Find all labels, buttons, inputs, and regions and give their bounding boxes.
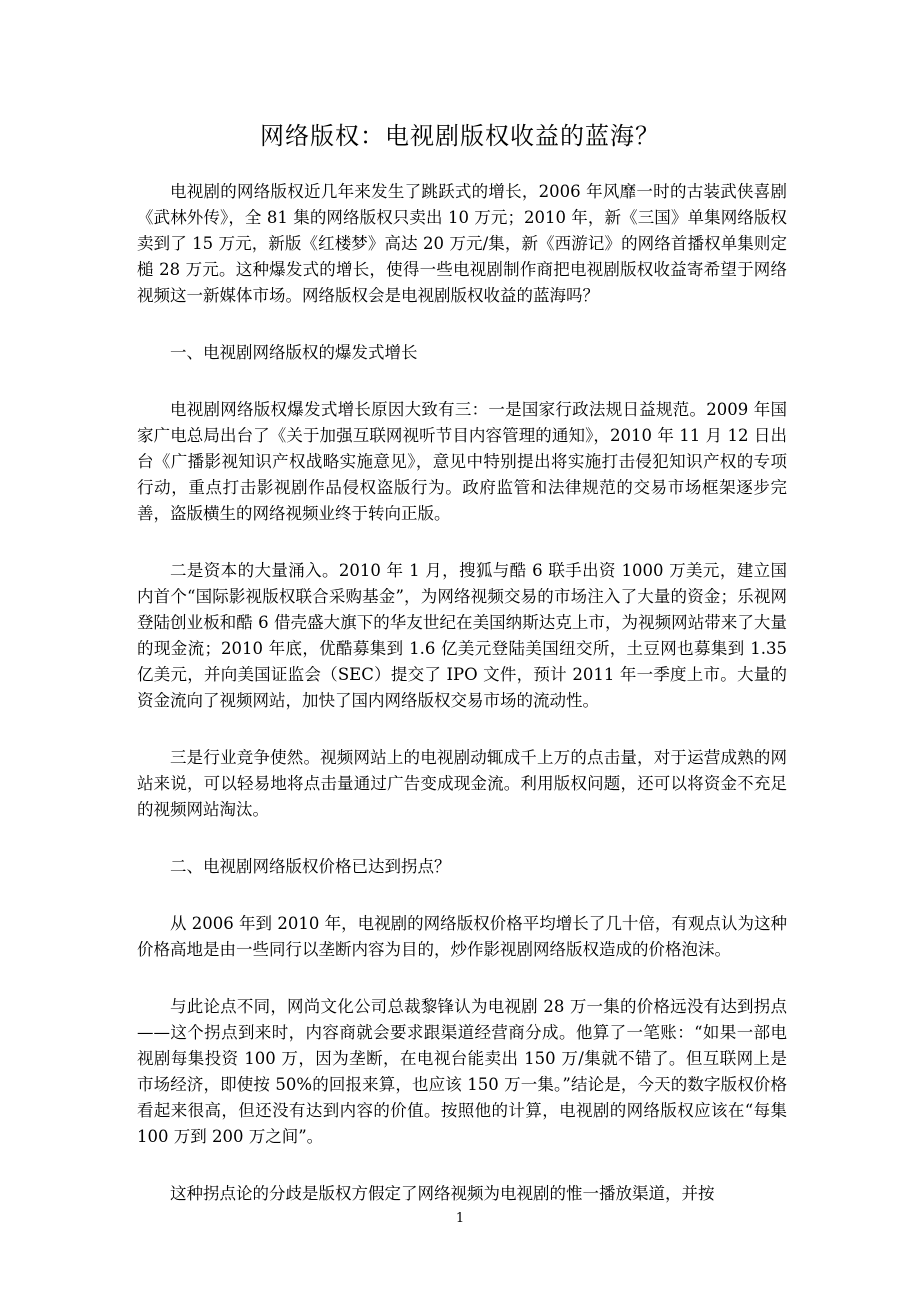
paragraph-inflection-dispute: 这种拐点论的分歧是版权方假定了网络视频为电视剧的惟一播放渠道，并按 bbox=[170, 1184, 715, 1203]
section-heading-1: 一、电视剧网络版权的爆发式增长 bbox=[170, 343, 418, 362]
paragraph-reason-one: 电视剧网络版权爆发式增长原因大致有三：一是国家行政法规日益规范。2009 年国家广电总局出台了《关于加强互联网视听节目内容管理的通知》，2010 年 11 月 12 日出台《广播影视知识产权战略实施意见》，意见中特别提出将实施打击侵犯知识产权的专项行动，重点打击影视剧作品侵权盗版行为。政府监管和法律规范的交易市场框架逐步完善，盗版横生的网络视频业终于转向正版。 bbox=[137, 400, 787, 523]
paragraph-reason-three: 三是行业竞争使然。视频网站上的电视剧动辄成千上万的点击量，对于运营成熟的网站来说，可以轻易地将点击量通过广告变成现金流。利用版权问题，还可以将资金不充足的视频网站淘汰。 bbox=[137, 748, 787, 819]
page-number: 1 bbox=[455, 1211, 465, 1226]
document-body bbox=[137, 179, 787, 1238]
section-heading-2: 二、电视剧网络版权价格已达到拐点？ bbox=[170, 857, 451, 876]
paragraph-price-growth: 从 2006 年到 2010 年，电视剧的网络版权价格平均增长了几十倍，有观点认为这种价格高地是由一些同行以垄断内容为目的，炒作影视剧网络版权造成的价格泡沫。 bbox=[137, 914, 787, 959]
paragraph-counterpoint: 与此论点不同，网尚文化公司总裁黎锋认为电视剧 28 万一集的价格远没有达到拐点——这个拐点到来时，内容商就会要求跟渠道经营商分成。他算了一笔账：“如果一部电视剧每集投资 100 万，因为垄断，在电视台能卖出 150 万/集就不错了。但互联网上是市场经济，即使按 50%的回报来算，也应该 150 万一集。”结论是，今天的数字版权价格看起来很高，但还没有达到内容的价值。按照他的计算，电视剧的网络版权应该在“每集 100 万到 200 万之间”。 bbox=[137, 997, 787, 1146]
paragraph-reason-two: 二是资本的大量涌入。2010 年 1 月，搜狐与酷 6 联手出资 1000 万美元，建立国内首个“国际影视版权联合采购基金”，为网络视频交易的市场注入了大量的资金；乐视网登陆创业板和酷 6 借壳盛大旗下的华友世纪在美国纳斯达克上市，为视频网站带来了大量的现金流；2010 年底，优酷募集到 1.6 亿美元登陆美国纽交所，土豆网也募集到 1.35 亿美元，并向美国证监会（SEC）提交了 IPO 文件，预计 2011 年一季度上市。大量的资金流向了视频网站，加快了国内网络版权交易市场的流动性。 bbox=[137, 561, 787, 710]
document-title: 网络版权：电视剧版权收益的蓝海？ bbox=[260, 122, 660, 150]
paragraph-intro: 电视剧的网络版权近几年来发生了跳跃式的增长，2006 年风靡一时的古装武侠喜剧《武林外传》，全 81 集的网络版权只卖出 10 万元；2010 年，新《三国》单集网络版权卖到了 15 万元，新版《红楼梦》高达 20 万元/集，新《西游记》的网络首播权单集则定槌 28 万元。这种爆发式的增长，使得一些电视剧制作商把电视剧版权收益寄希望于网络视频这一新媒体市场。网络版权会是电视剧版权收益的蓝海吗？ bbox=[137, 182, 787, 305]
